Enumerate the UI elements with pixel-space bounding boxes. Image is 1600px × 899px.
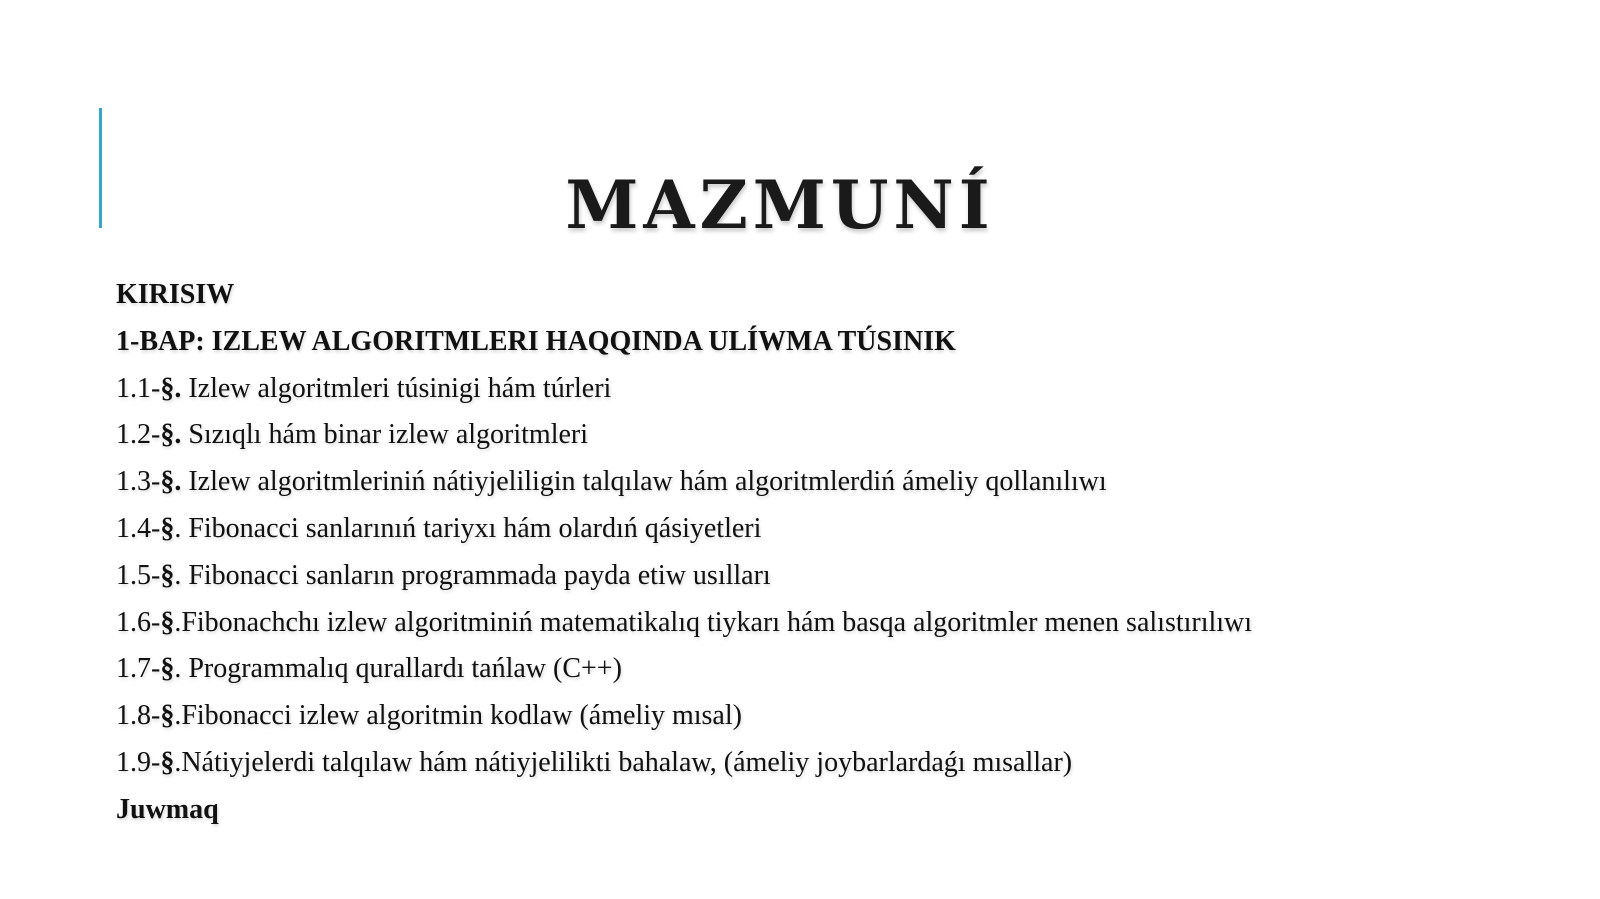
- toc-section-1-8: [116, 693, 1556, 740]
- section-number: 1.6-: [116, 606, 161, 638]
- section-mark: §.: [160, 419, 182, 451]
- toc-section-1-1: [116, 366, 1556, 413]
- toc-section-1-9: [116, 740, 1556, 787]
- section-mark: §.: [160, 372, 182, 404]
- section-number: 1.4-: [116, 512, 161, 544]
- section-mark: §: [160, 700, 175, 732]
- section-number: 1.9-: [116, 746, 161, 778]
- toc-section-1-4: [116, 506, 1556, 553]
- section-number: 1.7-: [116, 653, 161, 685]
- section-title: . Programmalıq qurallardı tańlaw (C++): [174, 653, 622, 685]
- toc-section-1-5: [116, 553, 1556, 600]
- toc-chapter: 1-BAP: IZLEW ALGORITMLERI HAQQINDA ULÍWMA TÚSINIK: [116, 325, 956, 357]
- section-mark: §: [160, 746, 175, 778]
- section-title: .Fibonachchı izlew algoritminiń matematikalıq tiykarı hám basqa algoritmler menen salıstırılıwı: [174, 606, 1253, 638]
- section-title: Izlew algoritmleri túsinigi hám túrleri: [181, 372, 612, 404]
- section-mark: §: [160, 559, 175, 591]
- section-number: 1.5-: [116, 559, 161, 591]
- toc-section-1-2: [116, 412, 1556, 459]
- toc-conclusion: Juwmaq: [116, 793, 219, 825]
- section-title: .Nátiyjelerdi talqılaw hám nátiyjelilikti bahalaw, (ámeliy joybarlardaǵı mısallar): [174, 746, 1073, 778]
- section-title: . Fibonacci sanlarınıń tariyxı hám olardıń qásiyetleri: [174, 512, 762, 544]
- section-title: Izlew algoritmleriniń nátiyjeliligin talqılaw hám algoritmlerdiń ámeliy qollanılıwı: [181, 466, 1107, 498]
- section-mark: §: [160, 606, 175, 638]
- table-of-contents: [116, 272, 1556, 834]
- section-number: 1.2-: [116, 419, 161, 451]
- slide-title: MAZMUNÍ: [565, 166, 995, 244]
- toc-section-1-6: [116, 600, 1556, 647]
- section-number: 1.8-: [116, 700, 161, 732]
- section-mark: §.: [160, 466, 182, 498]
- section-number: 1.3-: [116, 466, 161, 498]
- toc-section-1-3: [116, 459, 1556, 506]
- section-title: Sızıqlı hám binar izlew algoritmleri: [181, 419, 588, 451]
- section-title: . Fibonacci sanların programmada payda etiw usılları: [174, 559, 771, 591]
- toc-section-1-7: [116, 646, 1556, 693]
- section-mark: §: [160, 512, 175, 544]
- section-mark: §: [160, 653, 175, 685]
- section-number: 1.1-: [116, 372, 161, 404]
- section-title: .Fibonacci izlew algoritmin kodlaw (ámeliy mısal): [174, 700, 742, 732]
- toc-intro: KIRISIW: [116, 279, 235, 310]
